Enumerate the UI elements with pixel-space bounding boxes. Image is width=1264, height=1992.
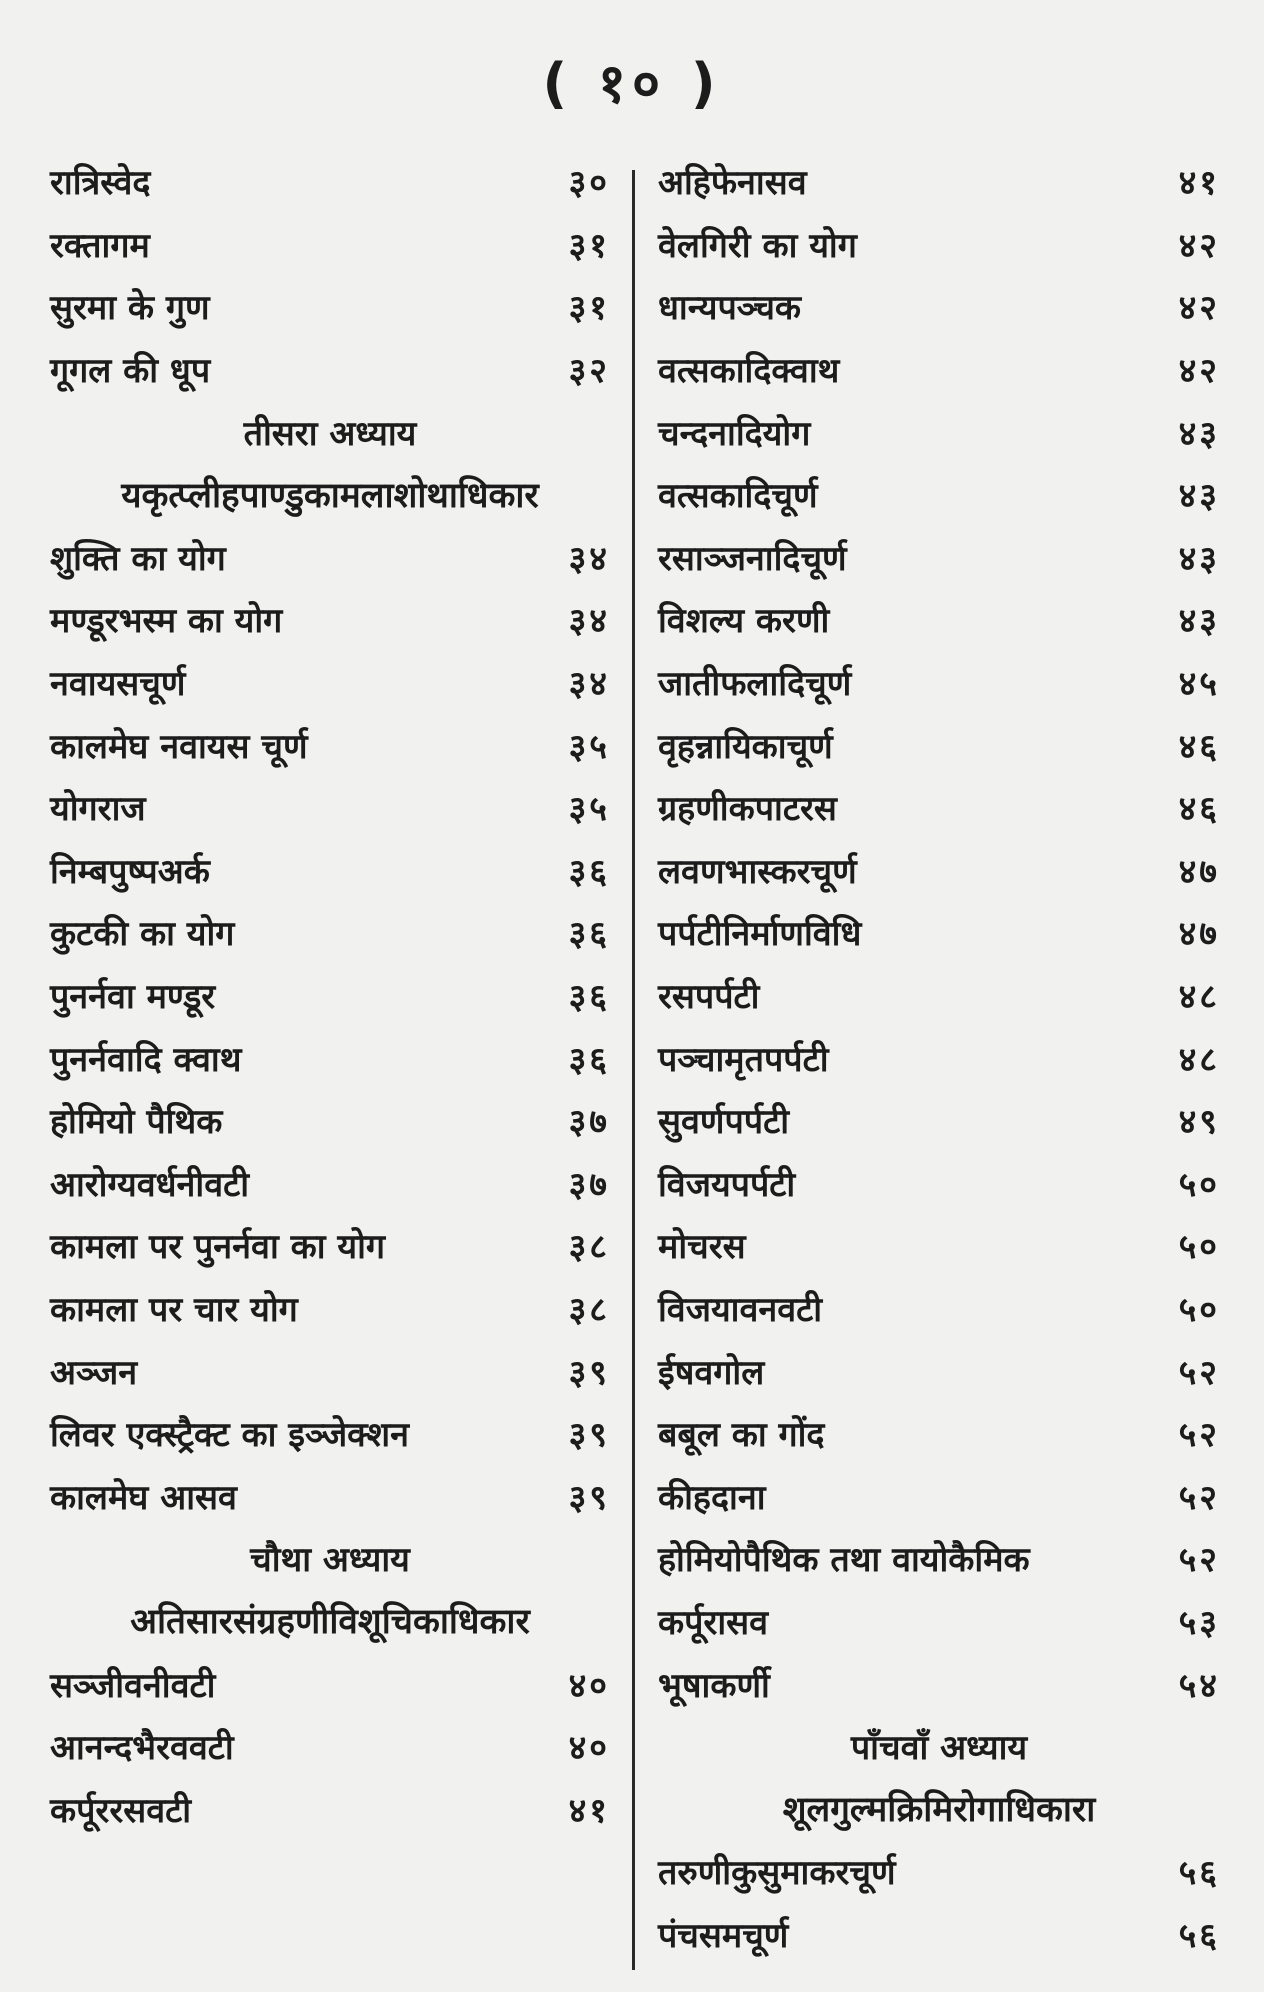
chapter-heading: तीसरा अध्याय — [243, 413, 417, 454]
entry-page-number: ४५ — [1178, 664, 1220, 705]
entry-title: निम्बपुष्पअर्क — [50, 851, 210, 892]
entry-page-number: ३६ — [568, 914, 610, 955]
entry-page-number: ४८ — [1178, 977, 1220, 1018]
entry-page-number: ४३ — [1178, 476, 1220, 517]
toc-entry — [658, 1527, 1220, 1590]
toc-entry — [658, 1402, 1220, 1465]
toc-entry — [50, 964, 610, 1027]
toc-entry — [50, 1777, 610, 1840]
toc-entry — [50, 1026, 610, 1089]
entry-title: भूषाकर्णी — [658, 1665, 770, 1706]
left-column — [50, 150, 610, 1840]
page-number: ( १० ) — [542, 52, 722, 115]
entry-title: रक्तागम — [50, 225, 150, 266]
entry-title: पर्पटीनिर्माणविधि — [658, 914, 862, 955]
entry-title: होमियोपैथिक तथा वायोकैमिक — [658, 1540, 1030, 1581]
toc-entry — [50, 338, 610, 401]
entry-page-number: ४० — [568, 1728, 610, 1769]
toc-entry — [50, 1089, 610, 1152]
toc-entry — [50, 275, 610, 338]
entry-page-number: ३१ — [568, 288, 610, 329]
entry-page-number: ५२ — [1178, 1477, 1220, 1518]
entry-page-number: ५० — [1178, 1289, 1220, 1330]
toc-entry — [658, 1464, 1220, 1527]
entry-page-number: ५३ — [1178, 1602, 1220, 1643]
toc-entry — [50, 1152, 610, 1215]
toc-entry — [658, 776, 1220, 839]
entry-page-number: ४६ — [1178, 789, 1220, 830]
entry-page-number: ३६ — [568, 1039, 610, 1080]
toc-entry — [50, 1402, 610, 1465]
entry-page-number: ५२ — [1178, 1415, 1220, 1456]
entry-page-number: ३४ — [568, 664, 610, 705]
entry-page-number: ४७ — [1178, 851, 1220, 892]
entry-page-number: ४० — [568, 1665, 610, 1706]
entry-title: कर्पूररसवटी — [50, 1790, 192, 1831]
toc-entry — [658, 1152, 1220, 1215]
toc-entry — [658, 839, 1220, 902]
toc-entry — [658, 1652, 1220, 1715]
toc-entry — [658, 1590, 1220, 1653]
entry-title: सुवर्णपर्पटी — [658, 1102, 790, 1143]
entry-page-number: ४६ — [1178, 726, 1220, 767]
entry-title: लिवर एक्स्ट्रैक्ट का इञ्जेक्शन — [50, 1415, 409, 1456]
entry-page-number: ३० — [568, 163, 610, 204]
entry-title: रसाञ्जनादिचूर्ण — [658, 538, 847, 579]
entry-title: नवायसचूर्ण — [50, 664, 186, 705]
entry-page-number: ३४ — [568, 538, 610, 579]
toc-entry — [50, 588, 610, 651]
entry-page-number: ४३ — [1178, 413, 1220, 454]
toc-entry — [658, 526, 1220, 589]
toc-entry — [658, 1214, 1220, 1277]
entry-title: सुरमा के गुण — [50, 288, 210, 329]
toc-entry — [50, 1715, 610, 1778]
entry-page-number: ५६ — [1178, 1915, 1220, 1956]
entry-title: पञ्चामृतपर्पटी — [658, 1039, 829, 1080]
entry-title: विजयपर्पटी — [658, 1164, 796, 1205]
entry-page-number: ३९ — [568, 1477, 610, 1518]
toc-entry — [658, 1840, 1220, 1903]
entry-page-number: ४३ — [1178, 601, 1220, 642]
toc-entry — [658, 588, 1220, 651]
entry-page-number: ३७ — [568, 1102, 610, 1143]
entry-title: आरोग्यवर्धनीवटी — [50, 1164, 250, 1205]
section-heading: यकृत्प्लीहपाण्डुकामलाशोथाधिकार — [121, 475, 539, 516]
entry-page-number: ४९ — [1178, 1102, 1220, 1143]
toc-entry — [658, 1277, 1220, 1340]
entry-title: मण्डूरभस्म का योग — [50, 601, 283, 642]
entry-title: मोचरस — [658, 1227, 746, 1268]
toc-entry — [658, 338, 1220, 401]
entry-title: वत्सकादिक्वाथ — [658, 351, 840, 392]
entry-page-number: ४२ — [1178, 225, 1220, 266]
chapter-heading: पाँचवाँ अध्याय — [850, 1728, 1028, 1769]
entry-title: सञ्जीवनीवटी — [50, 1665, 216, 1706]
entry-page-number: ३५ — [568, 789, 610, 830]
entry-title: अञ्जन — [50, 1352, 138, 1393]
entry-title: पुनर्नवादि क्वाथ — [50, 1039, 242, 1080]
entry-title: लवणभास्करचूर्ण — [658, 851, 857, 892]
entry-title: चन्दनादियोग — [658, 413, 811, 454]
toc-entry — [658, 1903, 1220, 1966]
entry-page-number: ३८ — [568, 1227, 610, 1268]
entry-page-number: ३१ — [568, 225, 610, 266]
entry-page-number: ४७ — [1178, 914, 1220, 955]
toc-entry — [658, 1089, 1220, 1152]
entry-page-number: ४२ — [1178, 288, 1220, 329]
entry-title: धान्यपञ्चक — [658, 288, 802, 329]
entry-title: वृहन्नायिकाचूर्ण — [658, 726, 833, 767]
entry-title: शुक्ति का योग — [50, 538, 226, 579]
entry-title: पुनर्नवा मण्डूर — [50, 977, 216, 1018]
entry-title: विजयावनवटी — [658, 1289, 823, 1330]
toc-entry — [658, 213, 1220, 276]
toc-entry — [658, 1339, 1220, 1402]
toc-entry — [658, 964, 1220, 1027]
entry-title: पंचसमचूर्ण — [658, 1915, 789, 1956]
entry-title: कर्पूरासव — [658, 1602, 769, 1643]
entry-title: विशल्य करणी — [658, 601, 830, 642]
entry-title: कालमेघ आसव — [50, 1477, 237, 1518]
entry-page-number: ४८ — [1178, 1039, 1220, 1080]
entry-page-number: ३६ — [568, 851, 610, 892]
entry-title: अहिफेनासव — [658, 163, 807, 204]
entry-title: ईषवगोल — [658, 1352, 765, 1393]
toc-entry — [658, 400, 1220, 463]
entry-page-number: ५० — [1178, 1164, 1220, 1205]
entry-page-number: ४१ — [1178, 163, 1220, 204]
right-column — [658, 150, 1220, 1965]
entry-page-number: ३८ — [568, 1289, 610, 1330]
toc-entry — [658, 713, 1220, 776]
entry-page-number: ५६ — [1178, 1853, 1220, 1894]
entry-title: रात्रिस्वेद — [50, 163, 151, 204]
entry-page-number: ४२ — [1178, 351, 1220, 392]
entry-page-number: ४३ — [1178, 538, 1220, 579]
toc-entry — [50, 526, 610, 589]
entry-page-number: ५० — [1178, 1227, 1220, 1268]
entry-page-number: ३४ — [568, 601, 610, 642]
entry-page-number: ४१ — [568, 1790, 610, 1831]
toc-entry — [658, 463, 1220, 526]
toc-entry — [50, 1652, 610, 1715]
entry-title: ग्रहणीकपाटरस — [658, 789, 837, 830]
entry-page-number: ३९ — [568, 1415, 610, 1456]
entry-title: कामला पर पुनर्नवा का योग — [50, 1227, 386, 1268]
section-heading: अतिसारसंग्रहणीविशूचिकाधिकार — [130, 1602, 530, 1643]
toc-entry — [50, 1277, 610, 1340]
entry-title: गूगल की धूप — [50, 351, 211, 392]
entry-page-number: ३६ — [568, 977, 610, 1018]
entry-title: आनन्दभैरववटी — [50, 1728, 234, 1769]
toc-entry — [50, 1214, 610, 1277]
entry-title: वेलगिरी का योग — [658, 225, 857, 266]
entry-page-number: ३२ — [568, 351, 610, 392]
entry-title: बबूल का गोंद — [658, 1415, 825, 1456]
toc-entry — [50, 213, 610, 276]
entry-title: कालमेघ नवायस चूर्ण — [50, 726, 308, 767]
entry-page-number: ३५ — [568, 726, 610, 767]
toc-entry — [50, 713, 610, 776]
chapter-heading: चौथा अध्याय — [250, 1540, 410, 1581]
entry-title: तरुणीकुसुमाकरचूर्ण — [658, 1853, 896, 1894]
entry-title: योगराज — [50, 789, 146, 830]
toc-entry — [658, 901, 1220, 964]
toc-entry — [658, 275, 1220, 338]
entry-title: जातीफलादिचूर्ण — [658, 664, 852, 705]
entry-title: होमियो पैथिक — [50, 1102, 223, 1143]
entry-page-number: ३७ — [568, 1164, 610, 1205]
toc-entry — [50, 150, 610, 213]
toc-entry — [50, 1339, 610, 1402]
entry-title: वत्सकादिचूर्ण — [658, 476, 818, 517]
entry-page-number: ५४ — [1178, 1665, 1220, 1706]
entry-title: रसपर्पटी — [658, 977, 760, 1018]
entry-page-number: ३९ — [568, 1352, 610, 1393]
entry-title: कुटकी का योग — [50, 914, 235, 955]
column-divider — [632, 170, 635, 1970]
entry-page-number: ५२ — [1178, 1540, 1220, 1581]
toc-entry — [50, 901, 610, 964]
entry-page-number: ५२ — [1178, 1352, 1220, 1393]
toc-entry — [658, 651, 1220, 714]
toc-entry — [50, 1464, 610, 1527]
toc-entry — [50, 651, 610, 714]
entry-title: कामला पर चार योग — [50, 1289, 298, 1330]
toc-entry — [50, 776, 610, 839]
toc-entry — [658, 150, 1220, 213]
toc-entry — [658, 1026, 1220, 1089]
toc-entry — [50, 839, 610, 902]
section-heading: शूलगुल्मक्रिमिरोगाधिकारा — [782, 1790, 1096, 1831]
entry-title: कीहदाना — [658, 1477, 766, 1518]
